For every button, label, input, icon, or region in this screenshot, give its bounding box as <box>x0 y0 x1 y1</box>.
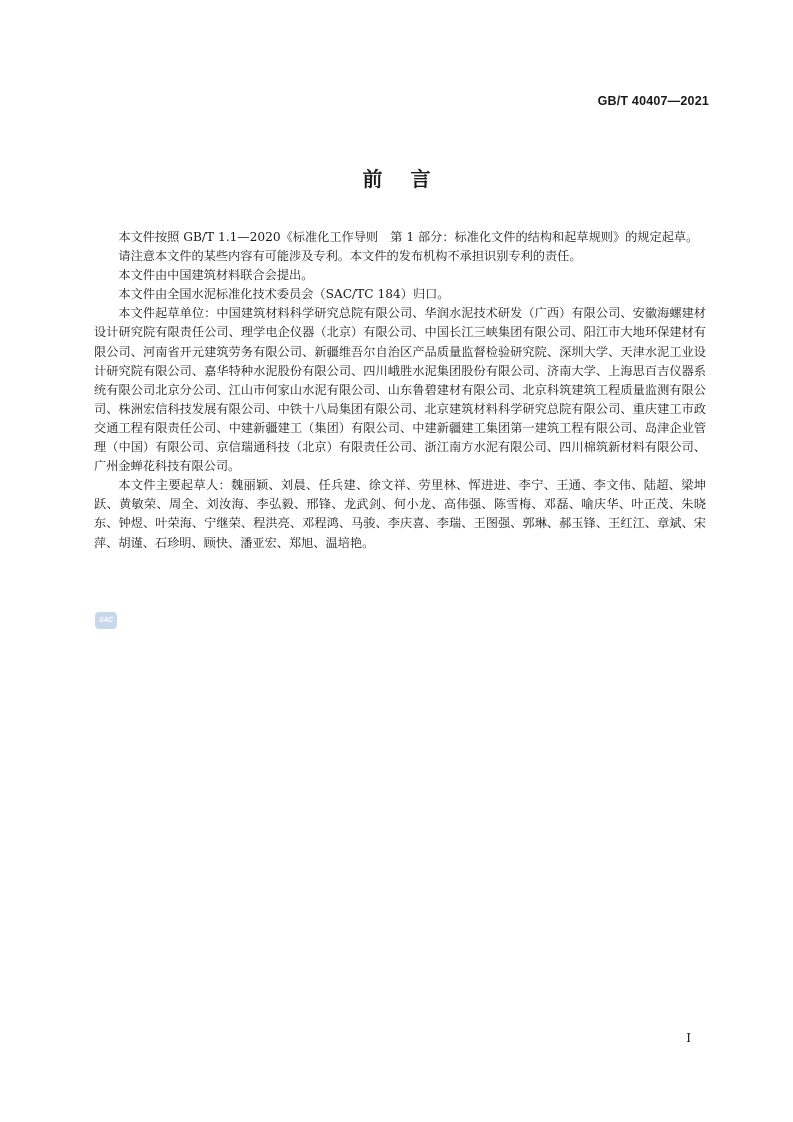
sac-logo-icon: SAC <box>95 612 117 629</box>
page-title: 前言 <box>362 167 459 191</box>
paragraph-proposed-by: 本文件由中国建筑材料联合会提出。 <box>118 268 314 283</box>
paragraph-main-drafters: 本文件主要起草人：魏丽颖、刘晨、任兵建、徐文祥、劳里林、恽进进、李宁、王通、李文伟、陆超、梁坤跃、黄敏荣、周全、刘汝海、李弘毅、邢锋、龙武剑、何小龙、高伟强、陈雪梅、邓磊、喻庆华、叶正茂、朱晓东、钟煜、叶荣海、宁继荣、程洪亮、邓程鸿、马骏、李庆喜、李瑞、王图强、郭琳、郝玉锋、王红江、章斌、宋萍、胡谨、石珍明、顾快、潘亚宏、郑旭、温培艳。 <box>94 478 706 550</box>
paragraph-drafting-units: 本文件起草单位：中国建筑材料科学研究总院有限公司、华润水泥技术研发（广西）有限公司、安徽海螺建材设计研究院有限责任公司、理学电企仪器（北京）有限公司、中国长江三峡集团有限公司、阳江市大地环保建材有限公司、河南省开元建筑劳务有限公司、新疆维吾尔自治区产品质量监督检验研究院、深圳大学、天津水泥工业设计研究院有限公司、嘉华特种水泥股份有限公司、四川峨胜水泥集团股份有限公司、济南大学、上海思百吉仪器系统有限公司北京分公司、江山市何家山水泥有限公司、山东鲁碧建材有限公司、北京科筑建筑工程质量监测有限公司、株洲宏信科技发展有限公司、中铁十八局集团有限公司、北京建筑材料科学研究总院有限公司、重庆建工市政交通工程有限责任公司、中建新疆建工（集团）有限公司、中建新疆建工集团第一建筑工程有限公司、岛津企业管理（中国）有限公司、京信瑞通科技（北京）有限责任公司、浙江南方水泥有限公司、四川棉筑新材料有限公司、广州金蝉花科技有限公司。 <box>94 306 706 474</box>
page-number: I <box>686 1031 691 1045</box>
foreword-body <box>94 228 706 553</box>
standard-code: GB/T 40407—2021 <box>597 94 709 108</box>
paragraph-patent-notice: 请注意本文件的某些内容有可能涉及专利。本文件的发布机构不承担识别专利的责任。 <box>118 249 582 264</box>
paragraph-drafting-rules: 本文件按照 GB/T 1.1—2020《标准化工作导则 第 1 部分：标准化文件的结构和起草规则》的规定起草。 <box>118 230 699 244</box>
paragraph-managed-by: 本文件由全国水泥标准化技术委员会（SAC/TC 184）归口。 <box>118 287 450 302</box>
